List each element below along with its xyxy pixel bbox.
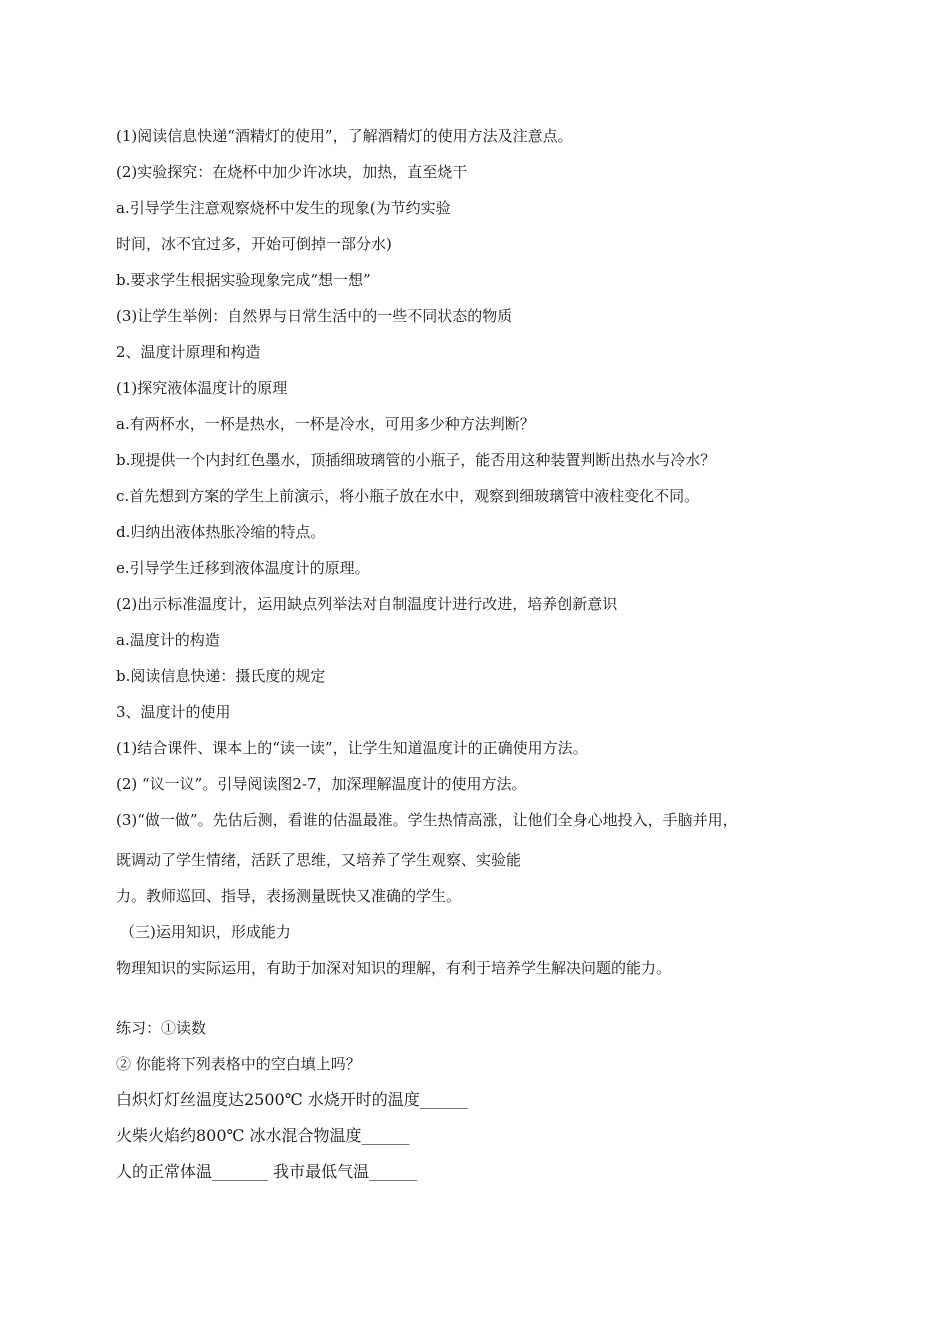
text-line: 力。教师巡回、指导，表扬测量既快又准确的学生。 bbox=[116, 887, 462, 905]
text-line: (1)探究液体温度计的原理 bbox=[116, 379, 288, 397]
section-heading: 3、温度计的使用 bbox=[116, 703, 231, 721]
text-line: 既调动了学生情绪，活跃了思维，又培养了学生观察、实验能 bbox=[116, 851, 522, 869]
text-line: (1)阅读信息快递“酒精灯的使用”，了解酒精灯的使用方法及注意点。 bbox=[116, 127, 573, 145]
text-line: b.阅读信息快递：摄氏度的规定 bbox=[116, 667, 326, 685]
exercise-heading: 练习：①读数 bbox=[116, 1019, 207, 1037]
text-line: (2)实验探究：在烧杯中加少许冰块，加热，直至烧干 bbox=[116, 163, 468, 181]
text-line: 物理知识的实际运用，有助于加深对知识的理解，有利于培养学生解决问题的能力。 bbox=[116, 959, 672, 977]
section-heading: （三)运用知识，形成能力 bbox=[120, 923, 291, 941]
text-line: (1)结合课件、课本上的“读一读”，让学生知道温度计的正确使用方法。 bbox=[116, 739, 588, 757]
text-line: a.引导学生注意观察烧杯中发生的现象(为节约实验 bbox=[116, 199, 451, 217]
text-line: (3)“做一做”。先估后测，看谁的估温最准。学生热情高涨，让他们全身心地投入，手脑并用， bbox=[116, 811, 738, 829]
text-line: e.引导学生迁移到液体温度计的原理。 bbox=[116, 559, 370, 577]
text-line: c.首先想到方案的学生上前演示，将小瓶子放在水中，观察到细玻璃管中液柱变化不同。 bbox=[116, 487, 700, 505]
text-line: (2) “议一议”。引导阅读图2-7，加深理解温度计的使用方法。 bbox=[116, 775, 527, 793]
fill-blank-line: 火柴火焰约800℃ 冰水混合物温度______ bbox=[116, 1126, 410, 1145]
text-line: b.要求学生根据实验现象完成“想一想” bbox=[116, 271, 371, 289]
text-line: 时间，冰不宜过多，开始可倒掉一部分水) bbox=[116, 235, 392, 253]
text-line: a.有两杯水，一杯是热水，一杯是冷水，可用多少种方法判断？ bbox=[116, 415, 535, 433]
text-line: (3)让学生举例：自然界与日常生活中的一些不同状态的物质 bbox=[116, 307, 513, 325]
text-line: ② 你能将下列表格中的空白填上吗？ bbox=[116, 1055, 361, 1073]
text-line: b.现提供一个内封红色墨水，顶插细玻璃管的小瓶子，能否用这种装置判断出热水与冷水？ bbox=[116, 451, 716, 469]
fill-blank-line: 人的正常体温_______ 我市最低气温______ bbox=[116, 1162, 418, 1181]
text-line: d.归纳出液体热胀冷缩的特点。 bbox=[116, 523, 326, 541]
fill-blank-line: 白炽灯灯丝温度达2500℃ 水烧开时的温度______ bbox=[116, 1090, 468, 1109]
text-line: a.温度计的构造 bbox=[116, 631, 220, 649]
text-line: (2)出示标准温度计，运用缺点列举法对自制温度计进行改进，培养创新意识 bbox=[116, 595, 618, 613]
section-heading: 2、温度计原理和构造 bbox=[116, 343, 261, 361]
